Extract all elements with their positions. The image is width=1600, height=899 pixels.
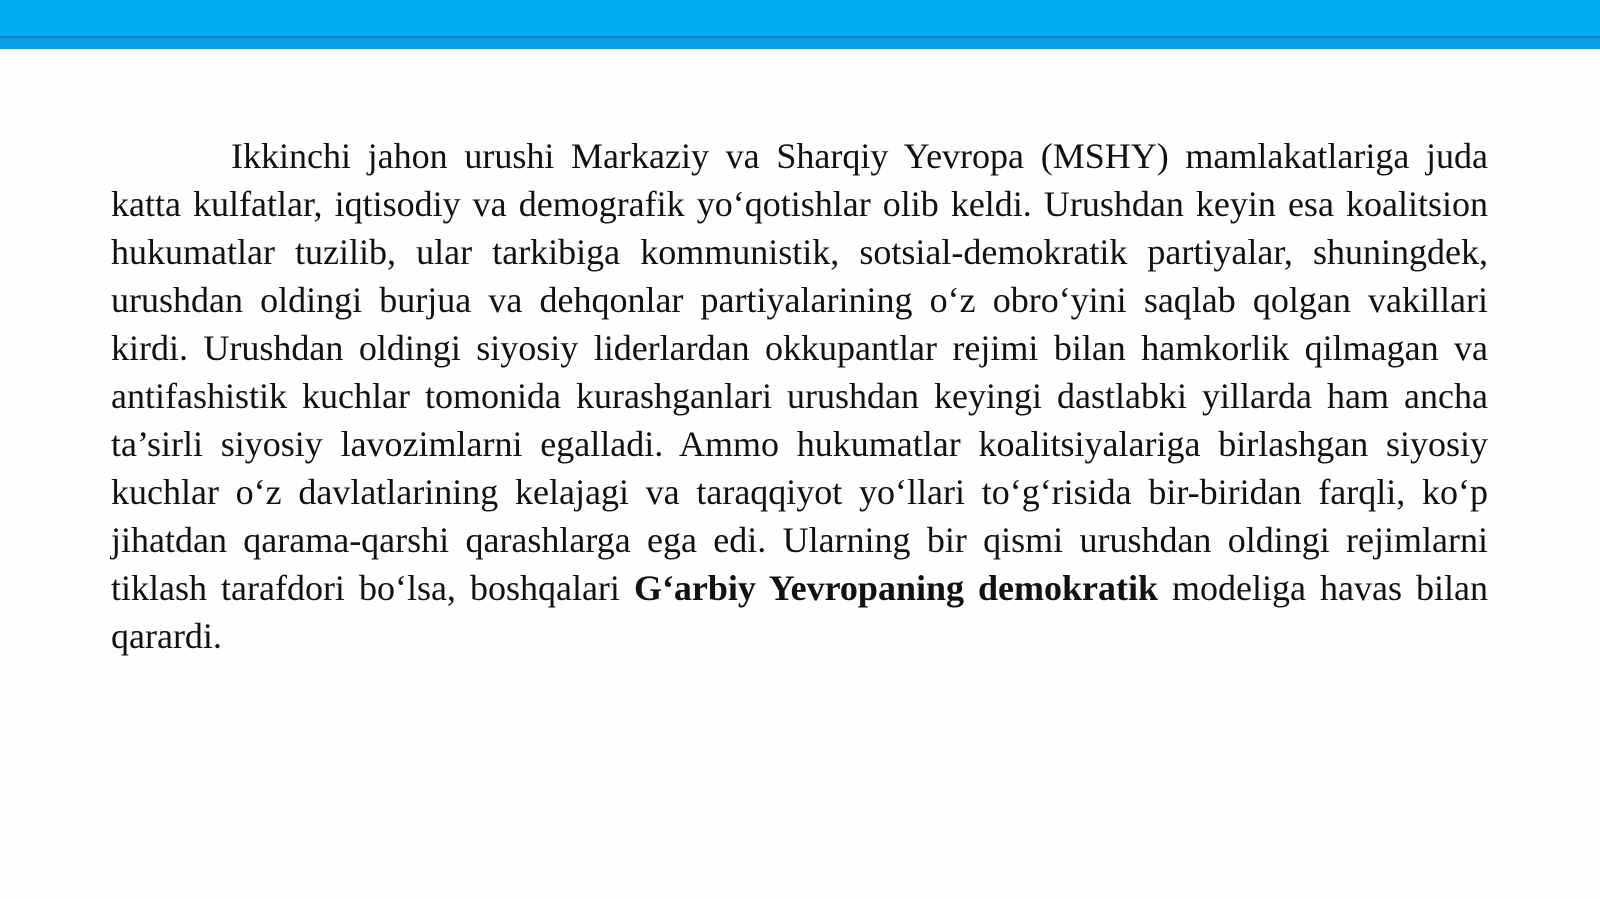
header-bar-edge	[0, 36, 1600, 49]
header-bar	[0, 0, 1600, 36]
paragraph-text: Ikkinchi jahon urushi Markaziy va Sharqiy Yevropa (MSHY) mamlakatlariga juda katta kulfatlar, iqtisodiy va demografik yo‘qotishlar olib keldi. Urushdan keyin esa koalitsion hukumatlar tuzilib, ular tarkibiga kommunistik, sotsial-demokratik partiyalar, shuningdek, urushdan oldingi burjua va dehqonlar partiyalarining o‘z obro‘yini saqlab qolgan vakillari kirdi. Urushdan oldingi siyosiy liderlardan okkupantlar rejimi bilan hamkorlik qilmagan va antifashistik kuchlar tomonida kurashganlari urushdan keyingi dastlabki yillarda ham ancha ta’sirli siyosiy lavozimlarni egalladi. Ammo hukumatlar koalitsiyalariga birlashgan siyosiy kuchlar o‘z davlatlarining kelajagi va taraqqiyot yo‘llari to‘g‘risida bir-biridan farqli, ko‘p jihatdan qarama-qarshi qarashlarga ega edi. Ularning bir qismi urushdan oldingi rejimlarni tiklash tarafdori bo‘lsa, boshqalari	[111, 136, 1488, 608]
paragraph-text-end: modeliga havas bilan qarardi.	[111, 568, 1488, 656]
paragraph-bold-text: G‘arbiy Yevropaning demokratik	[633, 568, 1159, 608]
body-paragraph	[111, 132, 1488, 660]
